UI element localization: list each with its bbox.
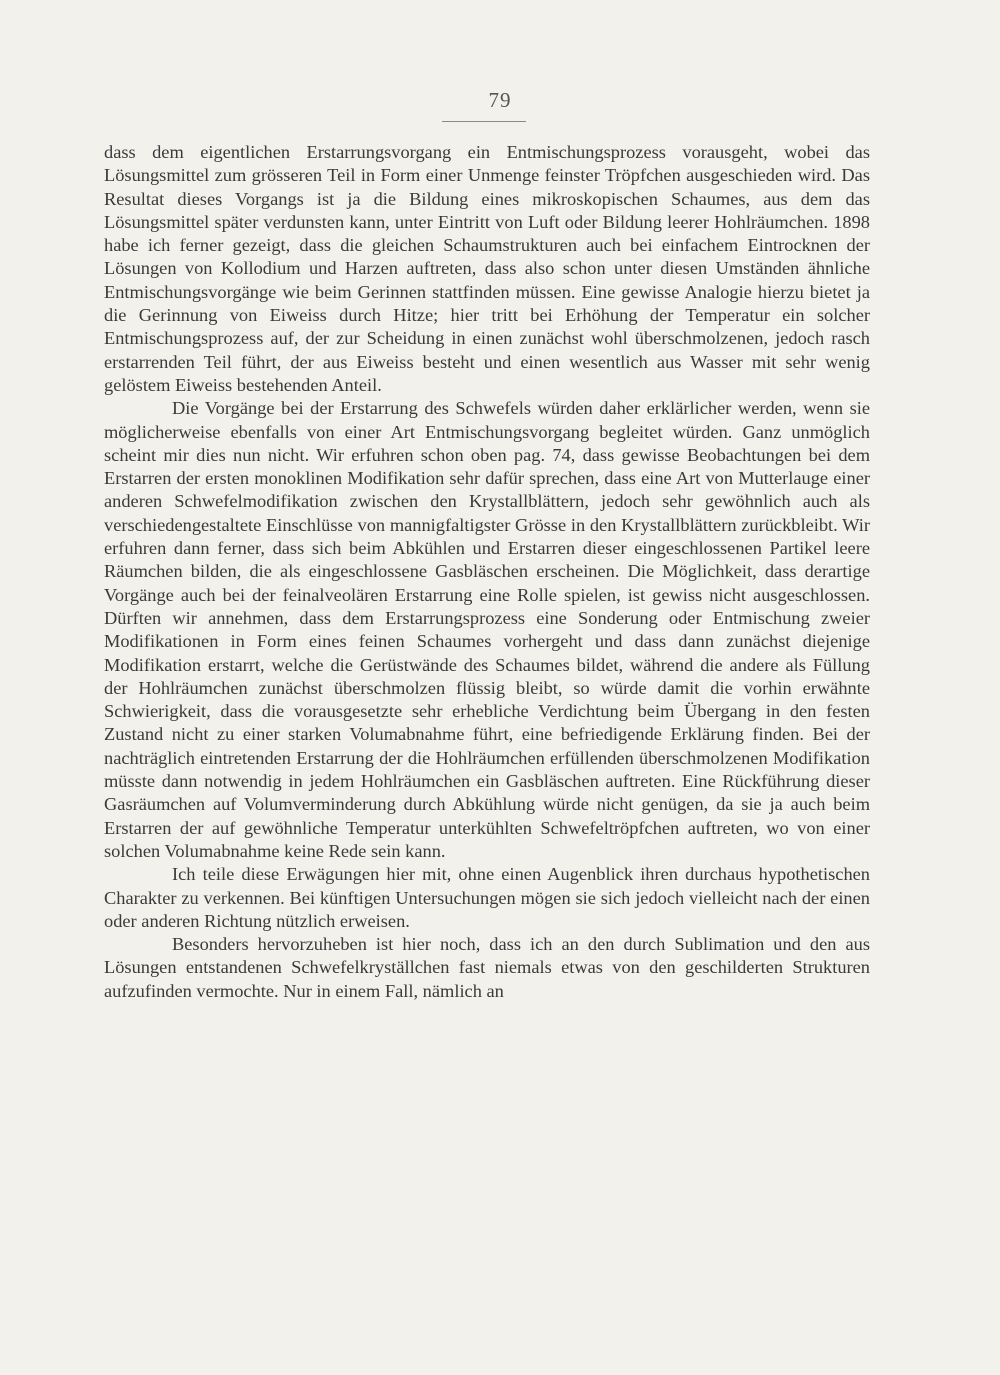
page-number: 79 [488, 88, 512, 112]
paragraph-2: Die Vorgänge bei der Erstarrung des Schwefels würden daher erklärlicher werden, wenn sie möglicherweise ebenfalls von einer Art Entmischungsvorgang begleitet würden. Ganz unmöglich scheint mir dies nun nicht. Wir erfuhren schon oben pag. 74, dass gewisse Beobachtungen bei dem Erstarren der ersten monoklinen Modifikation sehr dafür sprechen, dass eine Art von Mutterlauge einer anderen Schwefelmodifikation zwischen den Krystallblättern, jedoch sehr gewöhnlich auch als verschiedengestaltete Einschlüsse von mannigfaltigster Grösse in den Krystallblättern zurückbleibt. Wir erfuhren dann ferner, dass sich beim Abkühlen und Erstarren dieser eingeschlossenen Partikel leere Räumchen bilden, die als eingeschlossene Gasbläschen erscheinen. Die Möglichkeit, dass derartige Vorgänge auch bei der feinalveolären Erstarrung eine Rolle spielen, ist gewiss nicht ausgeschlossen. Dürften wir annehmen, dass dem Erstarrungsprozess eine Sonderung oder Entmischung zweier Modifikationen in Form eines feinen Schaumes vorhergeht und dass dann zunächst diejenige Modifikation erstarrt, welche die Gerüstwände des Schaumes bildet, während die andere als Füllung der Hohlräumchen zunächst überschmolzen flüssig bleibt, so würde damit die vorhin erwähnte Schwierigkeit, dass die vorausgesetzte sehr erhebliche Verdichtung beim Übergang in den festen Zustand nicht zu einer starken Volumabnahme führt, eine befriedigende Erklärung finden. Bei der nachträglich eintretenden Erstarrung der die Hohlräumchen erfüllenden überschmolzenen Modifikation müsste dann notwendig in jedem Hohlräumchen ein Gasbläschen auftreten. Eine Rückführung dieser Gasräumchen auf Volumverminderung durch Abkühlung würde nicht genügen, da sie ja auch beim Erstarren der auf gewöhnliche Temperatur unterkühlten Schwefeltröpfchen auftreten, wo von einer solchen Volumabnahme keine Rede sein kann. [104, 398, 870, 861]
body-text [104, 141, 870, 1003]
paragraph-1: dass dem eigentlichen Erstarrungsvorgang ein Entmischungsprozess vorausgeht, wobei das Lösungsmittel zum grösseren Teil in Form einer Unmenge feinster Tröpfchen ausgeschieden wird. Das Resultat dieses Vorgangs ist ja die Bildung eines mikroskopischen Schaumes, aus dem das Lösungsmittel später verdunsten kann, unter Eintritt von Luft oder Bildung leerer Hohlräumchen. 1898 habe ich ferner gezeigt, dass die gleichen Schaumstrukturen auch bei einfachem Eintrocknen der Lösungen von Kollodium und Harzen auftreten, dass also schon unter diesen Umständen ähnliche Entmischungsvorgänge wie beim Gerinnen stattfinden müssen. Eine gewisse Analogie hierzu bietet ja die Gerinnung von Eiweiss durch Hitze; hier tritt bei Erhöhung der Temperatur ein solcher Entmischungsprozess auf, der zur Scheidung in einen zunächst wohl überschmolzenen, jedoch rasch erstarrenden Teil führt, der aus Eiweiss besteht und einen wesentlich aus Wasser mit sehr wenig gelöstem Eiweiss bestehenden Anteil. [104, 142, 870, 395]
paragraph-4: Besonders hervorzuheben ist hier noch, dass ich an den durch Sublimation und den aus Lösungen entstandenen Schwefelkryställchen fast niemals etwas von den geschilderten Strukturen aufzufinden vermochte. Nur in einem Fall, nämlich an [104, 934, 870, 1001]
page-number-rule [442, 121, 526, 122]
paragraph-3: Ich teile diese Erwägungen hier mit, ohne einen Augenblick ihren durchaus hypothetischen Charakter zu verkennen. Bei künftigen Untersuchungen mögen sie sich jedoch vielleicht nach der einen oder anderen Richtung nützlich erweisen. [104, 864, 870, 931]
